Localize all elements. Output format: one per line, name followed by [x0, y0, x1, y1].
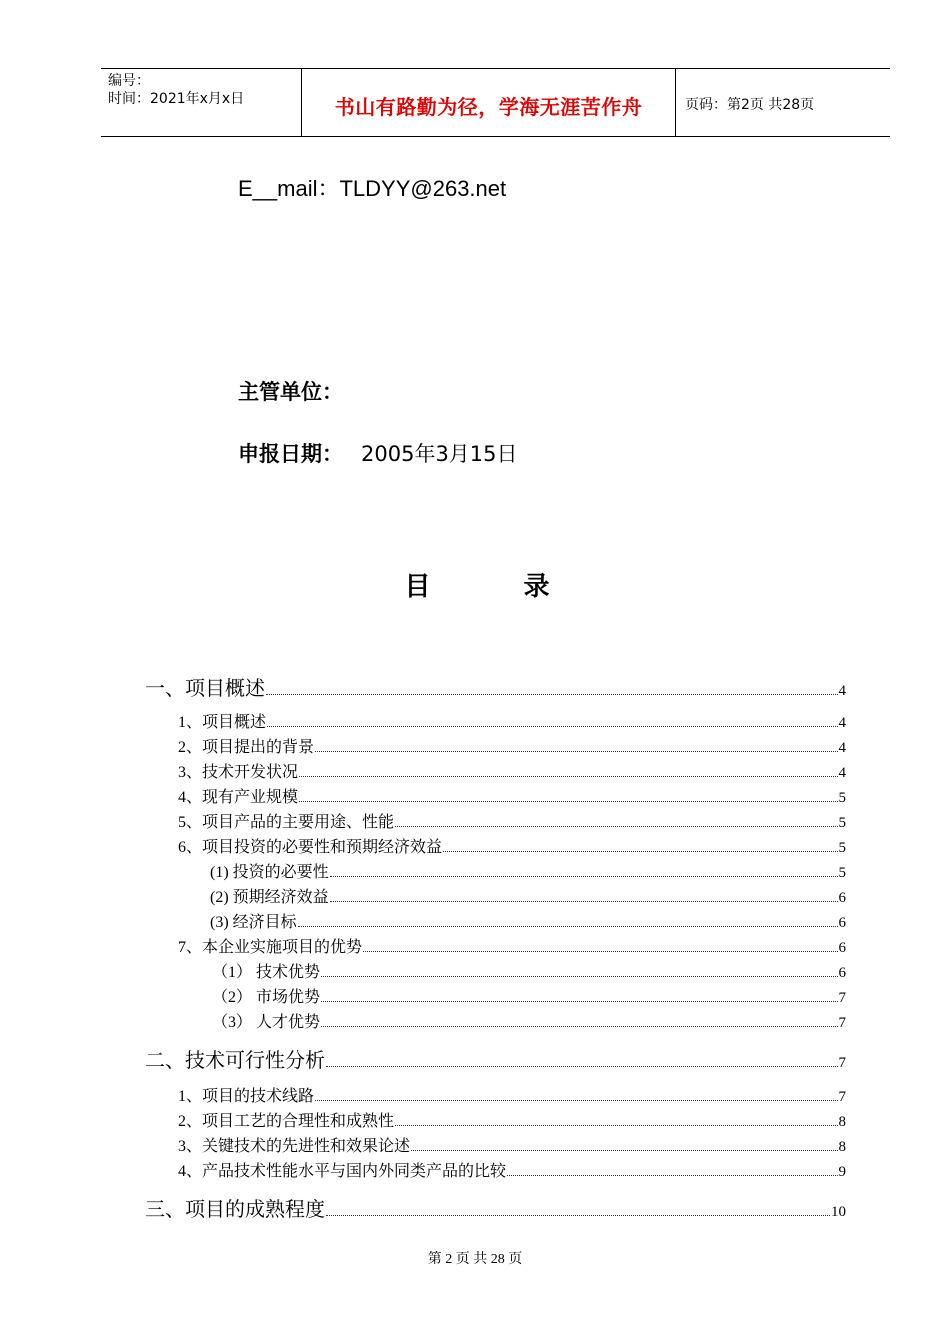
toc-entry-page: 8: [838, 1114, 846, 1130]
toc-entry-page: 9: [838, 1164, 846, 1180]
toc-entry[interactable]: [178, 734, 846, 757]
toc-entry[interactable]: [178, 1158, 846, 1181]
toc-entry-text: 3、技术开发状况: [178, 764, 299, 781]
date-field: [238, 438, 518, 468]
page-footer: 第 2 页 共 28 页: [427, 1252, 523, 1267]
toc-leader: [395, 825, 837, 827]
document-time: 时间：2021年x月x日: [108, 91, 245, 107]
toc-entry[interactable]: [212, 984, 846, 1007]
toc-leader: [321, 1025, 837, 1027]
page-header: [101, 68, 890, 137]
toc-leader: [299, 800, 837, 802]
toc-entry-page: 7: [838, 1055, 846, 1071]
toc-entry-text: （1） 技术优势: [212, 964, 321, 981]
toc-entry-page: 5: [838, 790, 846, 806]
toc-entry-text: 5、项目产品的主要用途、性能: [178, 814, 395, 831]
toc-entry-page: 5: [838, 840, 846, 856]
toc-entry-text: 1、项目的技术线路: [178, 1088, 315, 1105]
toc-leader: [443, 850, 837, 852]
toc-entry[interactable]: [212, 959, 846, 982]
header-motto-cell: [302, 69, 676, 136]
toc-entry-text: (3) 经济目标: [210, 914, 297, 931]
toc-entry-page: 7: [838, 1089, 846, 1105]
toc-entry-text: （3） 人才优势: [212, 1014, 321, 1031]
toc-entry-text: 4、产品技术性能水平与国内外同类产品的比较: [178, 1163, 507, 1180]
toc-entry[interactable]: [178, 809, 846, 832]
toc-leader: [321, 975, 837, 977]
authority-field: [238, 376, 343, 406]
toc-entry[interactable]: [145, 1193, 846, 1222]
toc-entry-text: 2、项目工艺的合理性和成熟性: [178, 1113, 395, 1130]
toc-leader: [321, 1000, 837, 1002]
toc-entry[interactable]: [178, 834, 846, 857]
document-number: 编号：: [108, 73, 150, 89]
toc-leader: [315, 750, 837, 752]
toc-leader: [330, 900, 838, 902]
toc-entry-text: 二、技术可行性分析: [145, 1048, 325, 1072]
toc-leader: [267, 725, 837, 727]
toc-entry-page: 10: [831, 1204, 846, 1220]
header-meta-cell: [101, 69, 302, 136]
toc-entry[interactable]: [178, 709, 846, 732]
toc-entry-page: 6: [838, 890, 846, 906]
toc-entry-page: 7: [838, 990, 846, 1006]
toc-entry[interactable]: [178, 934, 846, 957]
date-label: 申报日期：: [238, 442, 343, 466]
toc-leader: [330, 875, 838, 877]
toc-entry-text: 2、项目提出的背景: [178, 739, 315, 756]
header-page-info: 页码：第2页 共28页: [685, 97, 815, 113]
email-line: E__mail：TLDYY@263.net: [238, 176, 507, 201]
toc-entry-page: 5: [838, 865, 846, 881]
toc-entry[interactable]: [145, 1044, 846, 1073]
toc-entry-text: 三、项目的成熟程度: [145, 1197, 325, 1221]
toc-entry-page: 6: [838, 940, 846, 956]
toc-entry-page: 8: [838, 1139, 846, 1155]
toc-leader: [395, 1124, 837, 1126]
toc-leader: [326, 1065, 838, 1067]
toc-leader: [507, 1174, 837, 1176]
toc-entry-page: 4: [838, 715, 846, 731]
toc-leader: [326, 1214, 830, 1216]
header-motto: 书山有路勤为径，学海无涯苦作舟: [334, 95, 643, 119]
toc-entry-page: 4: [838, 765, 846, 781]
toc-entry-page: 6: [838, 965, 846, 981]
authority-label: 主管单位：: [238, 380, 343, 404]
toc-leader: [411, 1149, 837, 1151]
toc-title: 目 录: [404, 572, 592, 602]
toc-entry-text: 6、项目投资的必要性和预期经济效益: [178, 839, 443, 856]
toc-entry-page: 4: [838, 740, 846, 756]
toc-entry-text: （2） 市场优势: [212, 989, 321, 1006]
toc-entry-page: 7: [838, 1015, 846, 1031]
toc-leader: [299, 775, 837, 777]
toc-entry-page: 5: [838, 815, 846, 831]
toc-entry-text: (2) 预期经济效益: [210, 889, 329, 906]
toc-entry-text: (1) 投资的必要性: [210, 864, 329, 881]
toc-entry[interactable]: [210, 859, 846, 882]
toc-entry[interactable]: [178, 759, 846, 782]
toc-leader: [363, 950, 837, 952]
toc-leader: [315, 1099, 837, 1101]
toc-leader: [298, 925, 838, 927]
date-value: 2005年3月15日: [361, 442, 518, 466]
toc-entry[interactable]: [145, 672, 846, 701]
toc-entry[interactable]: [178, 1083, 846, 1106]
toc-entry-page: 6: [838, 915, 846, 931]
toc-entry[interactable]: [178, 784, 846, 807]
toc-entry[interactable]: [178, 1108, 846, 1131]
toc-entry-text: 3、关键技术的先进性和效果论述: [178, 1138, 411, 1155]
toc-entry-text: 4、现有产业规模: [178, 789, 299, 806]
toc-entry[interactable]: [210, 884, 846, 907]
header-page-cell: [676, 69, 890, 136]
toc-entry-text: 7、本企业实施项目的优势: [178, 939, 363, 956]
toc-entry[interactable]: [212, 1009, 846, 1032]
toc-entry-text: 1、项目概述: [178, 714, 267, 731]
toc-entry[interactable]: [178, 1133, 846, 1156]
toc-entry[interactable]: [210, 909, 846, 932]
toc-entry-page: 4: [838, 683, 846, 699]
toc-entry-text: 一、项目概述: [145, 676, 265, 700]
toc-leader: [266, 693, 838, 695]
